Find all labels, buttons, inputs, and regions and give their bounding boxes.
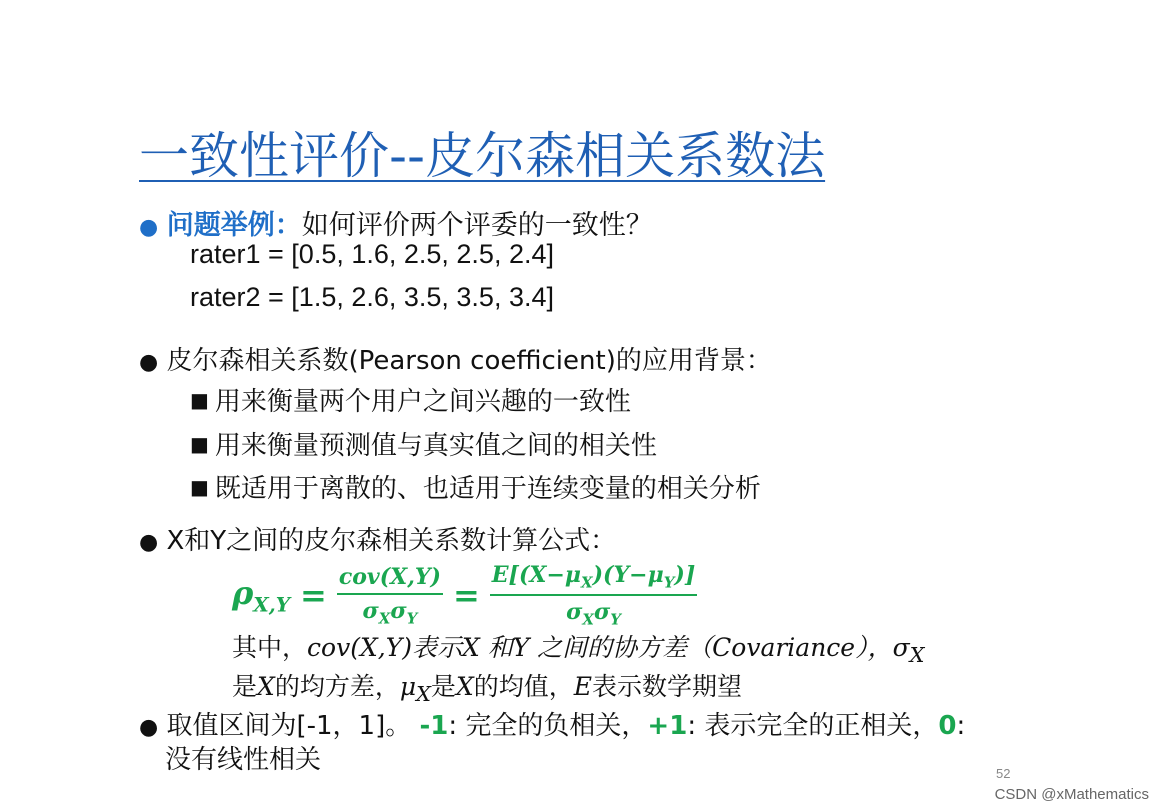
question-text: 如何评价两个评委的一致性？ bbox=[301, 210, 653, 241]
rater2-values: rater2 = [1.5, 2.6, 3.5, 3.5, 3.4] bbox=[190, 282, 554, 312]
background-item-text: 用来衡量两个用户之间兴趣的一致性 bbox=[214, 387, 631, 417]
value-range bbox=[139, 710, 965, 776]
background-item bbox=[190, 425, 657, 462]
fraction-expectation bbox=[490, 562, 697, 629]
formula-heading: X和Y之间的皮尔森相关系数计算公式： bbox=[166, 526, 617, 556]
question-label: 问题举例： bbox=[166, 210, 302, 241]
explanation-line: 是X的均方差，$\mu_X$是X的均值，E表示数学期望 bbox=[232, 672, 743, 706]
background-item-text: 用来衡量预测值与真实值之间的相关性 bbox=[214, 431, 657, 461]
question-example bbox=[139, 203, 653, 242]
value-range-line: ● 取值区间为[-1，1]。 -1: 完全的负相关，+1: 表示完全的正相关，0: bbox=[139, 711, 966, 741]
formula-explanation bbox=[232, 632, 925, 710]
equals-sign: = bbox=[452, 576, 480, 615]
equals-sign: = bbox=[300, 576, 327, 615]
watermark: CSDN @xMathematics bbox=[994, 786, 1149, 803]
pearson-formula bbox=[232, 562, 697, 629]
fraction-numerator: cov(X,Y) bbox=[337, 564, 443, 595]
formula-lhs: $\rho_{X,Y}$ bbox=[232, 574, 291, 617]
formula-heading-row bbox=[139, 520, 616, 557]
background-item bbox=[190, 468, 761, 505]
fraction-numerator: $E[(X-\mu_X)(Y-\mu_Y)]$ bbox=[490, 562, 697, 596]
explanation-line: 其中，cov(X,Y)表示X 和Y 之间的协方差（Covariance），$\sigma_X$ bbox=[232, 633, 925, 667]
background-heading: 皮尔森相关系数(Pearson coefficient)的应用背景： bbox=[166, 346, 772, 376]
bullet-icon: ● bbox=[139, 530, 159, 555]
square-bullet-icon: ■ bbox=[190, 388, 209, 412]
slide-title: 一致性评价--皮尔森相关系数法 bbox=[139, 127, 826, 185]
bullet-icon: ● bbox=[139, 350, 159, 375]
fraction-denominator: $\sigma_X\sigma_Y$ bbox=[566, 599, 621, 629]
bullet-icon: ● bbox=[139, 715, 159, 740]
square-bullet-icon: ■ bbox=[190, 475, 209, 499]
page-number: 52 bbox=[996, 766, 1011, 781]
pearson-background bbox=[139, 340, 772, 377]
value-range-line2: 没有线性相关 bbox=[165, 745, 322, 775]
background-item bbox=[190, 381, 631, 418]
fraction-covariance bbox=[337, 564, 443, 627]
square-bullet-icon: ■ bbox=[190, 432, 209, 456]
rater1-values: rater1 = [0.5, 1.6, 2.5, 2.5, 2.4] bbox=[190, 239, 554, 269]
fraction-denominator: $\sigma_X\sigma_Y$ bbox=[362, 597, 418, 628]
bullet-icon: ● bbox=[139, 215, 159, 240]
background-item-text: 既适用于离散的、也适用于连续变量的相关分析 bbox=[214, 474, 761, 504]
